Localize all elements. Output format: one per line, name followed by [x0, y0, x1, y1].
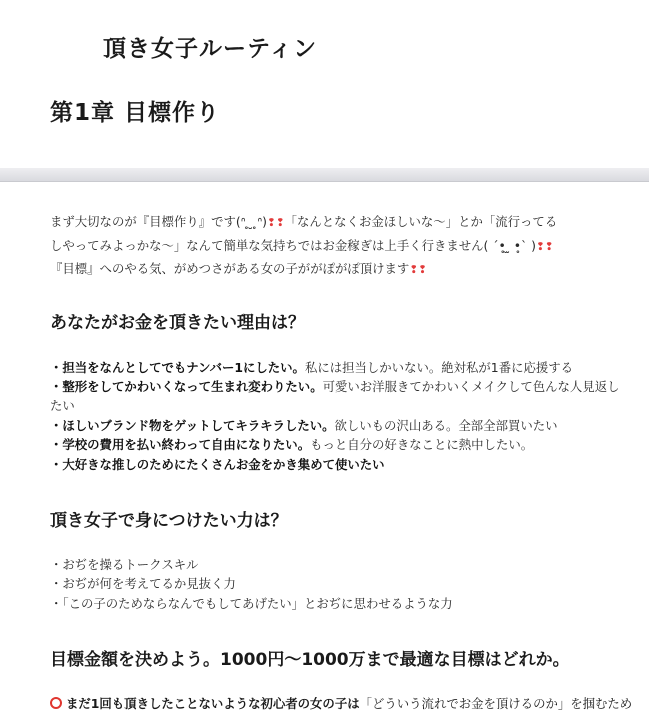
exclamation-icon: ❢	[535, 240, 545, 253]
bottom-text: 「どういう流れでお金を頂けるのか」を掴むため	[359, 696, 633, 712]
red-circle-icon	[50, 697, 62, 709]
section-divider	[0, 168, 649, 182]
list-item: ・おぢを操るトークスキル	[50, 556, 199, 572]
list-item	[50, 435, 630, 454]
list-item	[50, 416, 630, 435]
intro-text: 「なんとなくお金ほしいな〜」とか「流行ってる	[284, 214, 558, 229]
exclamation-icon: ❢	[418, 264, 427, 276]
skills-list	[50, 555, 630, 613]
exclamation-icon: ❢	[267, 217, 276, 229]
list-item: ・「この子のためならなんでもしてあげたい」とおぢに思わせるような力	[50, 595, 453, 611]
list-item-text: 欲しいもの沢山ある。全部全部買いたい	[334, 417, 558, 433]
section-heading: 頂き女子で身につけたい力は？	[50, 510, 288, 531]
list-item-text: 可愛いお洋服きてかわいくメイクして色んな人見返したい	[50, 378, 620, 414]
document-header	[0, 0, 649, 168]
intro-paragraph	[50, 211, 630, 282]
intro-line	[50, 258, 630, 282]
bottom-bold: まだ1回も頂きしたことないような初心者の女の子は	[66, 696, 360, 712]
intro-line	[50, 235, 630, 259]
intro-line	[50, 211, 630, 235]
list-item	[50, 358, 630, 377]
list-item	[50, 377, 630, 416]
list-item-bold: ・担当をなんとしてでもナンバー1にしたい。	[50, 359, 305, 375]
bottom-paragraph	[50, 694, 633, 712]
exclamation-icon: ❢	[275, 217, 285, 229]
list-item-bold: ・整形をしてかわいくなって生まれ変わりたい。	[50, 378, 323, 394]
list-item-bold: ・大好きな推しのためにたくさんお金をかき集めて使いたい	[50, 456, 385, 472]
exclamation-icon: ❢	[409, 264, 419, 276]
list-item-text: 私には担当しかいない。絶対私が1番に応援する	[304, 359, 574, 375]
intro-text: まず大切なのが『目標作り』です(ᐢ ̥ ̮ ̥ᐢ)	[50, 214, 267, 229]
list-item-bold: ・学校の費用を払い終わって自由になりたい。	[50, 437, 311, 453]
intro-text: しやってみよっかな〜」なんて簡単な気持ちではお金稼ぎは上手く行きません( ´•̥ ̫ •̥` )	[50, 237, 536, 253]
list-item	[50, 455, 630, 474]
list-item-bold: ・ほしいブランド物をゲットしてキラキラしたい。	[50, 417, 335, 433]
reasons-list	[50, 358, 630, 474]
document-body	[50, 211, 633, 712]
intro-text: 『目標』へのやる気、がめつさがある女の子ががぽがぽ頂けます	[50, 261, 410, 276]
chapter-title: 第1章 目標作り	[50, 100, 221, 126]
list-item-text: もっと自分の好きなことに熱中したい。	[310, 437, 534, 453]
document-title: 頂き女子ルーティン	[103, 36, 318, 62]
exclamation-icon: ❢	[544, 240, 554, 253]
section-heading: あなたがお金を頂きたい理由は？	[50, 312, 305, 333]
list-item: ・おぢが何を考えてるか見抜く力	[50, 576, 236, 592]
section-heading: 目標金額を決めよう。1000円〜1000万まで最適な目標はどれか。	[50, 650, 570, 671]
